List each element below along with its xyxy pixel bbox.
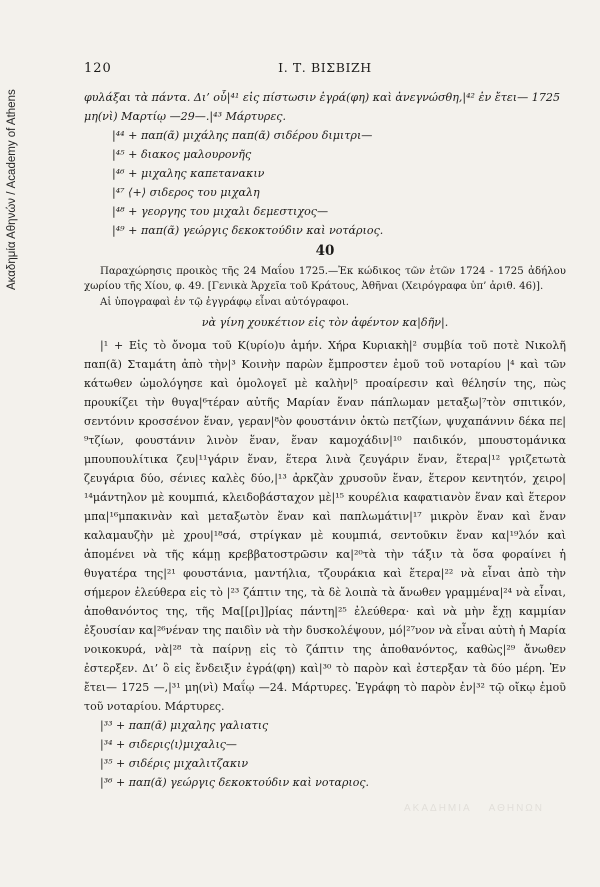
document-header-note: Παραχώρησις προικὸς τῆς 24 Μαΐου 1725.—Ἐκ κώδικος τῶν ἐτῶν 1724 - 1725 ἀδήλου χωρίου τῆς Χίου, φ. 49. [Γενικὰ Ἀρχεῖα τοῦ Κράτους, Ἀθῆναι (Χειρόγραφα ὑπ’ ἀριθ. 46)]. bbox=[84, 266, 566, 292]
previous-signature-46: |⁴⁶ + μιχαλης καπετανακιν bbox=[112, 167, 265, 180]
document-body: |¹ + Εἰς τὸ ὄνομα τοῦ Κ(υρίο)υ ἀμήν. Χήρα Κυριακὴ|² συμβία τοῦ ποτὲ Νικολῆ παπ(ᾶ) Σταμάτη ἀπὸ τὴν|³ Κοινὴν παρὼν ἔμπροστεν ἐμοῦ τοῦ νοταρίου |⁴ καὶ τῶν κάτωθεν ὡμολόγησε καὶ ὁμολογεῖ μὲ καλὴν|⁵ προαίρεσιν καὶ θέλησίν της, πὼς προυκίζει τὴν θυγα|⁶τέραν αὐτῆς Μαρίαν ἕναν πάπλωμαν μεταξω|⁷τὸν σπιτικόν, σεντόνιν κροσσένον ἕναν, γεραν|⁸ὸν φουστάνιν ὀκτὼ πετζίων, ψυχαπάννιν δέκα πε|⁹τζίων, φουστάνιν λινὸν ἕναν, ἕναν καμοχάδιν|¹⁰ παιδικόν, μπουστομάνικα μπουπουλίτικα ζευ|¹¹γάριν ἕναν, ἕτερα λινὰ ζευγάριν ἕναν, ἕτερα|¹² γριζετωτὰ ζευγάρια δύο, σένιες καλὲς δύο,|¹³ ἀρκζὰν χρυσοῦν ἕναν, ἕτερον κεντητόν, χειρο|¹⁴μάντηλον μὲ κουμπιά, κλειδοβάσταχον μὲ|¹⁵ κουρέλια καφατιανὸν ἕναν καὶ ἕτερον μπα|¹⁶μπακινὰν καὶ μεταξωτὸν ἕναν καὶ παπλωμάτιν|¹⁷ μικρὸν ἕναν καὶ ἕναν καλαμαυζὴν μὲ χρου|¹⁸σά, στρίγκαν μὲ κουμπιά, σεντοῦκιν ἕναν κα|¹⁹λόν καὶ ἀπομένει νὰ τῆς κάμῃ κρεββατοστρῶσιν κα|²⁰τὰ τὴν τάξιν τὰ ὅσα φοραίνει ἡ θυγατέρα της|²¹ φουστάνια, μαντήλια, τζουράκια καὶ ἕτερα|²² νὰ εἶναι ἀπὸ τὴν σήμερον ἐλεύθερα εἰς τὸ |²³ ζάπτιν της, τὰ δὲ λοιπὰ τὰ ἄνωθεν γραμμένα|²⁴ νὰ εἶναι, ἀποθανόντος της, τῆς Μα[[ρι]]ρίας πάντη|²⁵ ἐλεύθερα· καὶ νὰ μὴν ἔχῃ καμμίαν ἐξουσίαν κα|²⁶νέναν της παιδὶν νὰ τὴν δυσκολέψουν, μό|²⁷νον νὰ εἶναι αὐτὴ ἡ Μαρία νοικοκυρά, νὰ|²⁸ τὰ παίρνῃ εἰς τὸ ζάπτιν της ἀποθανόντος, καθὼς|²⁹ ἄνωθεν ἐστερξεν. Δι’ ὃ εἰς ἔνδειξιν ἐγρά(φη) καὶ|³⁰ τὸ παρὸν καὶ ἐστερξαν τὰ δύο μέρη. Ἐν ἔτει— 1725 —,|³¹ μη(νὶ) Μαΐῳ —24. Μάρτυρες. Ἐγράφη τὸ παρὸν ἐν|³² τῷ οἴκῳ ἐμοῦ τοῦ νοταρίου. Μάρτυρες. bbox=[84, 339, 566, 713]
previous-signature-47: |⁴⁷ ⟨+⟩ σιδερος του μιχαλη bbox=[112, 186, 260, 199]
previous-doc-closing: φυλάξαι τὰ πάντα. Δι’ οὗ|⁴¹ εἰς πίστωσιν ἐγρά(φη) καὶ ἀνεγνώσθη,|⁴² ἐν ἔτει— 1725 μη(νὶ) Μαρτίῳ —29—.|⁴³ Μάρτυρες. bbox=[84, 91, 561, 123]
running-head bbox=[84, 58, 566, 80]
previous-signature-48: |⁴⁸ + γεοργης του μιχαλι δεμεστιχος— bbox=[112, 205, 329, 218]
document-header-note-2: Αἱ ὑπογραφαὶ ἐν τῷ ἐγγράφῳ εἶναι αὐτόγραφοι. bbox=[100, 297, 349, 308]
document-signature-35: |³⁵ + σιδέρις μιχαλιτζακιν bbox=[100, 757, 249, 770]
previous-signature-45: |⁴⁵ + διακος μαλουρονῆς bbox=[112, 148, 252, 161]
document-signature-33: |³³ + παπ(ᾶ) μιχαλης γαλιατις bbox=[100, 719, 269, 732]
side-watermark bbox=[6, 40, 26, 290]
document-number: 40 bbox=[315, 243, 335, 259]
page bbox=[84, 58, 566, 792]
academy-watermark bbox=[404, 796, 544, 820]
running-title: Ι. Τ. ΒΙΣΒΙΖΗ bbox=[278, 60, 372, 75]
document-signature-34: |³⁴ + σιδερις⟨ι⟩μιχαλις— bbox=[100, 738, 237, 751]
academy-watermark-right: ΑΘΗΝΩΝ bbox=[488, 802, 544, 814]
document-signature-36: |³⁶ + παπ(ᾶ) γεώργις δεκοκτούδιν καὶ νοταριος. bbox=[100, 776, 370, 789]
side-watermark-text: Ακαδημία Αθηνών / Academy of Athens bbox=[6, 89, 18, 290]
academy-watermark-left: ΑΚΑΔΗΜΙΑ bbox=[404, 802, 472, 814]
document-centered-line: νὰ γίνη χουκέτιον εἰς τὸν ἀφέντον κα|δῆν|. bbox=[201, 316, 449, 329]
previous-signature-49: |⁴⁹ + παπ(ᾶ) γεώργις δεκοκτούδιν καὶ νοτάριος. bbox=[112, 224, 384, 237]
page-number: 120 bbox=[84, 61, 112, 76]
previous-signature-44: |⁴⁴ + παπ(ᾶ) μιχάλης παπ(ᾶ) σιδέρου διμιτρι— bbox=[112, 129, 373, 142]
